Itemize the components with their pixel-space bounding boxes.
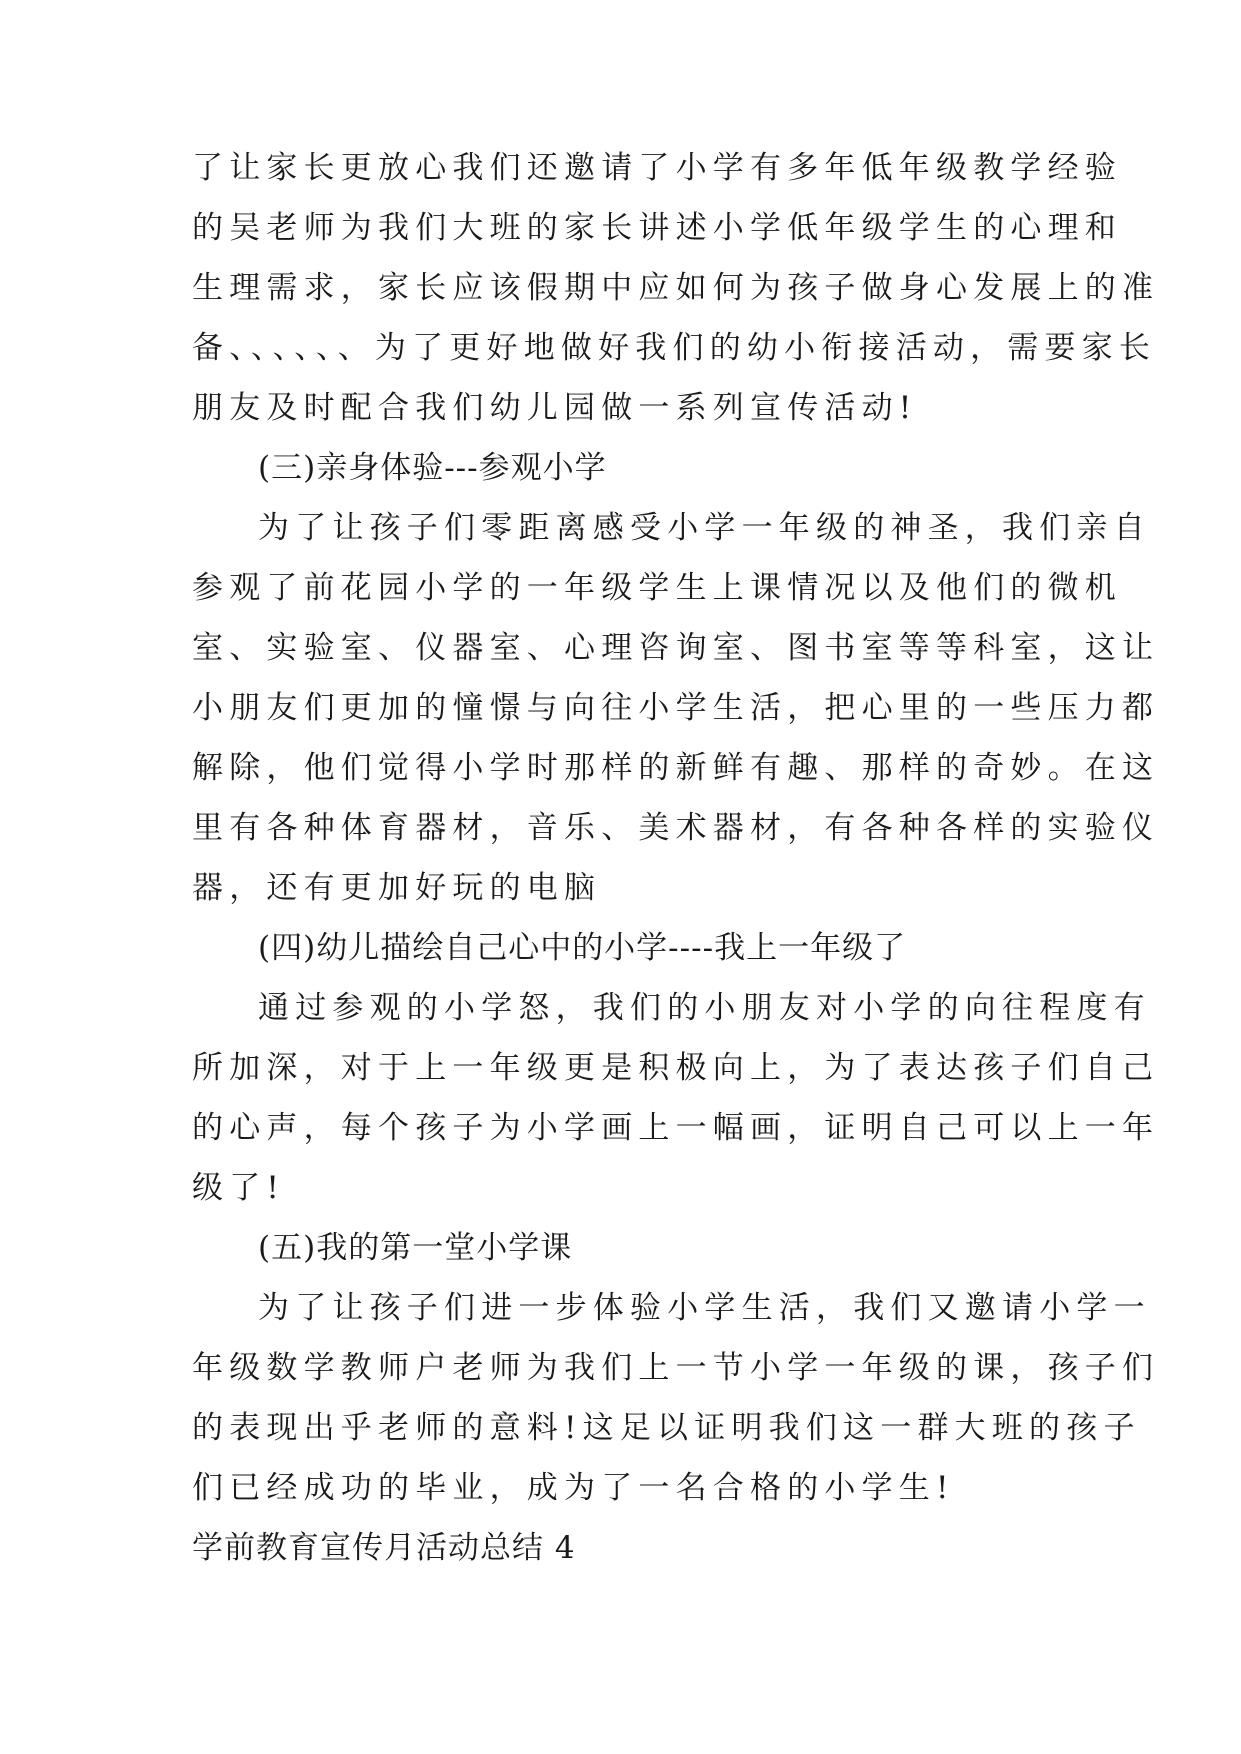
text-line: 备、、、、、、为了更好地做好我们的幼小衔接活动，需要家长: [192, 330, 1157, 366]
section-heading: (三)亲身体验---参观小学: [258, 450, 607, 486]
text-line: 里有各种体育器材，音乐、美术器材，有各种各样的实验仪: [192, 810, 1160, 846]
text-line: 了让家长更放心我们还邀请了小学有多年低年级教学经验: [192, 150, 1122, 186]
text-line: 为了让孩子们进一步体验小学生活，我们又邀请小学一: [258, 1290, 1151, 1326]
text-line: 小朋友们更加的憧憬与向往小学生活，把心里的一些压力都: [192, 690, 1160, 726]
document-title: 学前教育宣传月活动总结 4: [192, 1530, 576, 1566]
text-line: 级了!: [192, 1170, 286, 1206]
text-line: 的吴老师为我们大班的家长讲述小学低年级学生的心理和: [192, 210, 1122, 246]
text-line: 通过参观的小学怒，我们的小朋友对小学的向往程度有: [258, 990, 1151, 1026]
text-line: 的心声，每个孩子为小学画上一幅画，证明自己可以上一年: [192, 1110, 1160, 1146]
section-heading: (四)幼儿描绘自己心中的小学----我上一年级了: [258, 930, 907, 966]
text-line: 参观了前花园小学的一年级学生上课情况以及他们的微机: [192, 570, 1122, 606]
text-line: 器，还有更加好玩的电脑: [192, 870, 602, 906]
section-heading: (五)我的第一堂小学课: [258, 1230, 573, 1266]
text-line: 朋友及时配合我们幼儿园做一系列宣传活动!: [192, 390, 918, 426]
text-line: 年级数学教师户老师为我们上一节小学一年级的课，孩子们: [192, 1350, 1160, 1386]
text-line: 的表现出乎老师的意料!这足以证明我们这一群大班的孩子: [192, 1410, 1141, 1446]
text-line: 室、实验室、仪器室、心理咨询室、图书室等等科室，这让: [192, 630, 1160, 666]
text-line: 所加深，对于上一年级更是积极向上，为了表达孩子们自己: [192, 1050, 1160, 1086]
text-line: 生理需求，家长应该假期中应如何为孩子做身心发展上的准: [192, 270, 1160, 306]
text-line: 解除，他们觉得小学时那样的新鲜有趣、那样的奇妙。在这: [192, 750, 1160, 786]
text-line: 为了让孩子们零距离感受小学一年级的神圣，我们亲自: [258, 510, 1151, 546]
text-line: 们已经成功的毕业，成为了一名合格的小学生!: [192, 1470, 955, 1506]
